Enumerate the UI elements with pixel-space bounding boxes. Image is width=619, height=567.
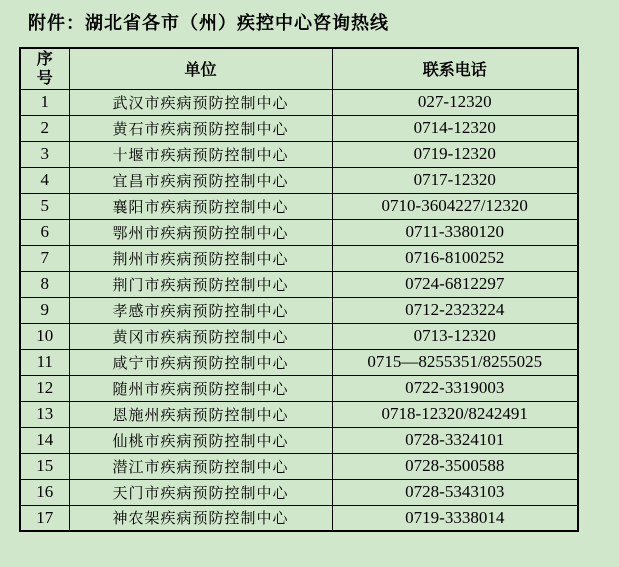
hotline-table (19, 47, 579, 532)
row-unit: 黄石市疾病预防控制中心 (69, 115, 332, 141)
table-row (20, 297, 578, 323)
row-phone: 0710-3604227/12320 (332, 193, 578, 219)
table-row (20, 349, 578, 375)
row-unit: 宜昌市疾病预防控制中心 (69, 167, 332, 193)
row-unit: 仙桃市疾病预防控制中心 (69, 427, 332, 453)
row-number: 8 (20, 271, 69, 297)
row-unit: 恩施州疾病预防控制中心 (69, 401, 332, 427)
table-row (20, 141, 578, 167)
column-header-phone: 联系电话 (332, 48, 578, 89)
row-unit: 神农架疾病预防控制中心 (69, 505, 332, 531)
table-row (20, 427, 578, 453)
table-row (20, 401, 578, 427)
row-number: 5 (20, 193, 69, 219)
row-phone: 0711-3380120 (332, 219, 578, 245)
row-phone: 027-12320 (332, 89, 578, 115)
row-phone: 0722-3319003 (332, 375, 578, 401)
row-number: 10 (20, 323, 69, 349)
row-number: 9 (20, 297, 69, 323)
row-number: 7 (20, 245, 69, 271)
row-unit: 咸宁市疾病预防控制中心 (69, 349, 332, 375)
row-number: 2 (20, 115, 69, 141)
table-row (20, 245, 578, 271)
row-number: 11 (20, 349, 69, 375)
row-unit: 荆州市疾病预防控制中心 (69, 245, 332, 271)
table-row (20, 271, 578, 297)
row-phone: 0728-3500588 (332, 453, 578, 479)
table-row (20, 193, 578, 219)
page-title: 附件：湖北省各市（州）疾控中心咨询热线 (28, 13, 389, 33)
row-unit: 鄂州市疾病预防控制中心 (69, 219, 332, 245)
table-row (20, 453, 578, 479)
row-number: 1 (20, 89, 69, 115)
row-unit: 襄阳市疾病预防控制中心 (69, 193, 332, 219)
row-phone: 0718-12320/8242491 (332, 401, 578, 427)
row-number: 6 (20, 219, 69, 245)
row-unit: 荆门市疾病预防控制中心 (69, 271, 332, 297)
row-number: 13 (20, 401, 69, 427)
row-unit: 随州市疾病预防控制中心 (69, 375, 332, 401)
table-row (20, 89, 578, 115)
row-phone: 0717-12320 (332, 167, 578, 193)
column-header-seq (20, 48, 69, 89)
row-phone: 0728-5343103 (332, 479, 578, 505)
row-phone: 0724-6812297 (332, 271, 578, 297)
table-row (20, 505, 578, 531)
row-phone: 0712-2323224 (332, 297, 578, 323)
table-row (20, 219, 578, 245)
row-unit: 十堰市疾病预防控制中心 (69, 141, 332, 167)
column-header-unit: 单位 (69, 48, 332, 89)
table-row (20, 167, 578, 193)
table-row (20, 115, 578, 141)
row-unit: 武汉市疾病预防控制中心 (69, 89, 332, 115)
row-number: 15 (20, 453, 69, 479)
table-row (20, 479, 578, 505)
table-header-row (20, 48, 578, 89)
table-row (20, 375, 578, 401)
row-phone: 0713-12320 (332, 323, 578, 349)
row-number: 17 (20, 505, 69, 531)
row-phone: 0716-8100252 (332, 245, 578, 271)
row-number: 14 (20, 427, 69, 453)
row-unit: 天门市疾病预防控制中心 (69, 479, 332, 505)
row-number: 3 (20, 141, 69, 167)
row-phone: 0719-3338014 (332, 505, 578, 531)
row-phone: 0714-12320 (332, 115, 578, 141)
row-number: 12 (20, 375, 69, 401)
column-header-seq-label: 序号 (36, 50, 53, 87)
row-phone: 0715—8255351/8255025 (332, 349, 578, 375)
table-row (20, 323, 578, 349)
row-unit: 潜江市疾病预防控制中心 (69, 453, 332, 479)
row-number: 4 (20, 167, 69, 193)
row-unit: 黄冈市疾病预防控制中心 (69, 323, 332, 349)
row-phone: 0728-3324101 (332, 427, 578, 453)
row-number: 16 (20, 479, 69, 505)
row-unit: 孝感市疾病预防控制中心 (69, 297, 332, 323)
row-phone: 0719-12320 (332, 141, 578, 167)
